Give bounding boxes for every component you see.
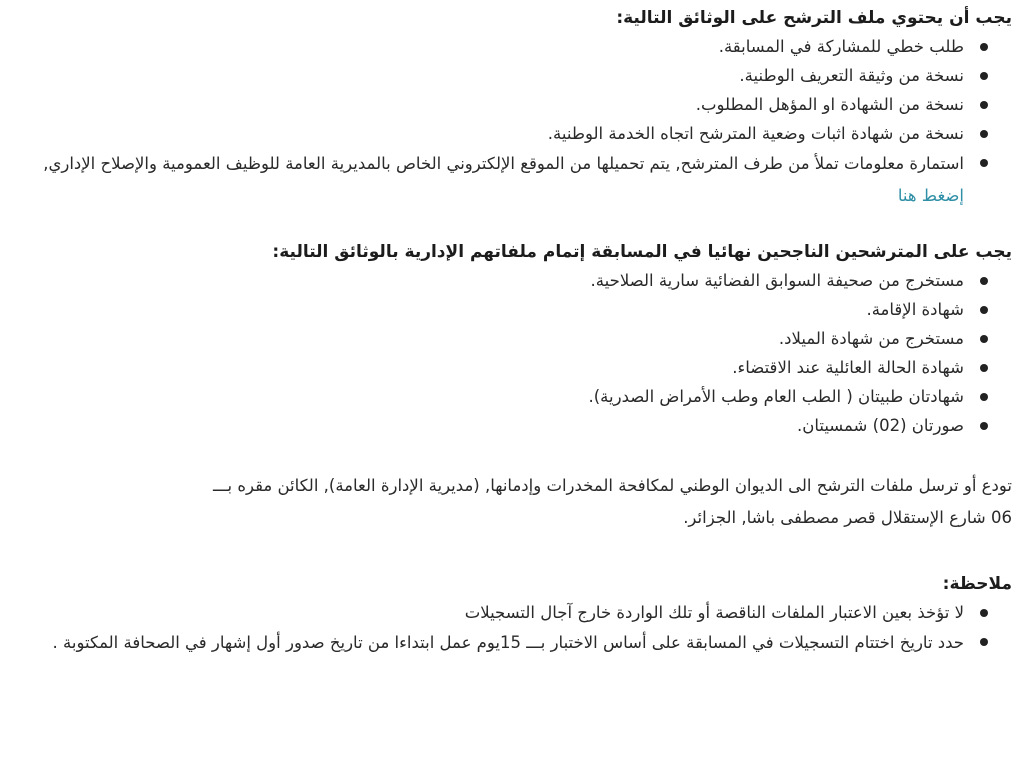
successful-candidates-section (20, 238, 1012, 440)
bullet-icon (980, 422, 988, 430)
address-line: تودع أو ترسل ملفات الترشح الى الديوان الوطني لمكافحة المخدرات وإدمانها, (مديرية الإدارة العامة), الكائن مقره بـــ (212, 476, 1012, 495)
bullet-icon (980, 43, 988, 51)
administrative-documents-list (20, 266, 1012, 440)
list-item: حدد تاريخ اختتام التسجيلات في المسابقة على أساس الاختبار بـــ 15يوم عمل ابتداءا من تاريخ صدور أول إشهار في الصحافة المكتوبة . (20, 627, 990, 659)
list-item: نسخة من الشهادة او المؤهل المطلوب. (20, 90, 990, 119)
list-item: نسخة من وثيقة التعريف الوطنية. (20, 61, 990, 90)
list-item: استمارة معلومات تملأ من طرف المترشح, يتم تحميلها من الموقع الإلكتروني الخاص بالمديرية العامة للوظيف العمومية والإصلاح الإداري, إضغط هنا (20, 148, 990, 212)
note-heading: ملاحظة: (942, 574, 1012, 594)
list-item: طلب خطي للمشاركة في المسابقة. (20, 32, 990, 61)
address-line: 06 شارع الإستقلال قصر مصطفى باشا, الجزائر. (683, 508, 1012, 527)
bullet-icon (980, 130, 988, 138)
list-item: لا تؤخذ بعين الاعتبار الملفات الناقصة أو تلك الواردة خارج آجال التسجيلات (20, 598, 990, 627)
list-item: شهادة الإقامة. (20, 295, 990, 324)
bullet-icon (980, 101, 988, 109)
list-item: شهادتان طبيتان ( الطب العام وطب الأمراض الصدرية). (20, 382, 990, 411)
bullet-icon (980, 335, 988, 343)
bullet-icon (980, 306, 988, 314)
bullet-icon (980, 393, 988, 401)
section-heading: يجب أن يحتوي ملف الترشح على الوثائق التالية: (616, 8, 1012, 28)
bullet-icon (980, 364, 988, 372)
bullet-icon (980, 159, 988, 167)
note-section (20, 570, 1012, 659)
bullet-icon (980, 609, 988, 617)
list-item: شهادة الحالة العائلية عند الاقتضاء. (20, 353, 990, 382)
download-form-link[interactable]: إضغط هنا (897, 186, 964, 205)
note-list (20, 598, 1012, 659)
list-item: صورتان (02) شمسيتان. (20, 411, 990, 440)
submission-address (20, 470, 1012, 534)
candidacy-documents-section (20, 4, 1012, 212)
bullet-icon (980, 277, 988, 285)
bullet-icon (980, 638, 988, 646)
bullet-icon (980, 72, 988, 80)
list-item: نسخة من شهادة اثبات وضعية المترشح اتجاه الخدمة الوطنية. (20, 119, 990, 148)
candidacy-documents-list (20, 32, 1012, 212)
section-heading: يجب على المترشحين الناجحين نهائيا في المسابقة إتمام ملفاتهم الإدارية بالوثائق التالية: (272, 242, 1012, 262)
list-item: مستخرج من صحيفة السوابق الفضائية سارية الصلاحية. (20, 266, 990, 295)
list-item: مستخرج من شهادة الميلاد. (20, 324, 990, 353)
